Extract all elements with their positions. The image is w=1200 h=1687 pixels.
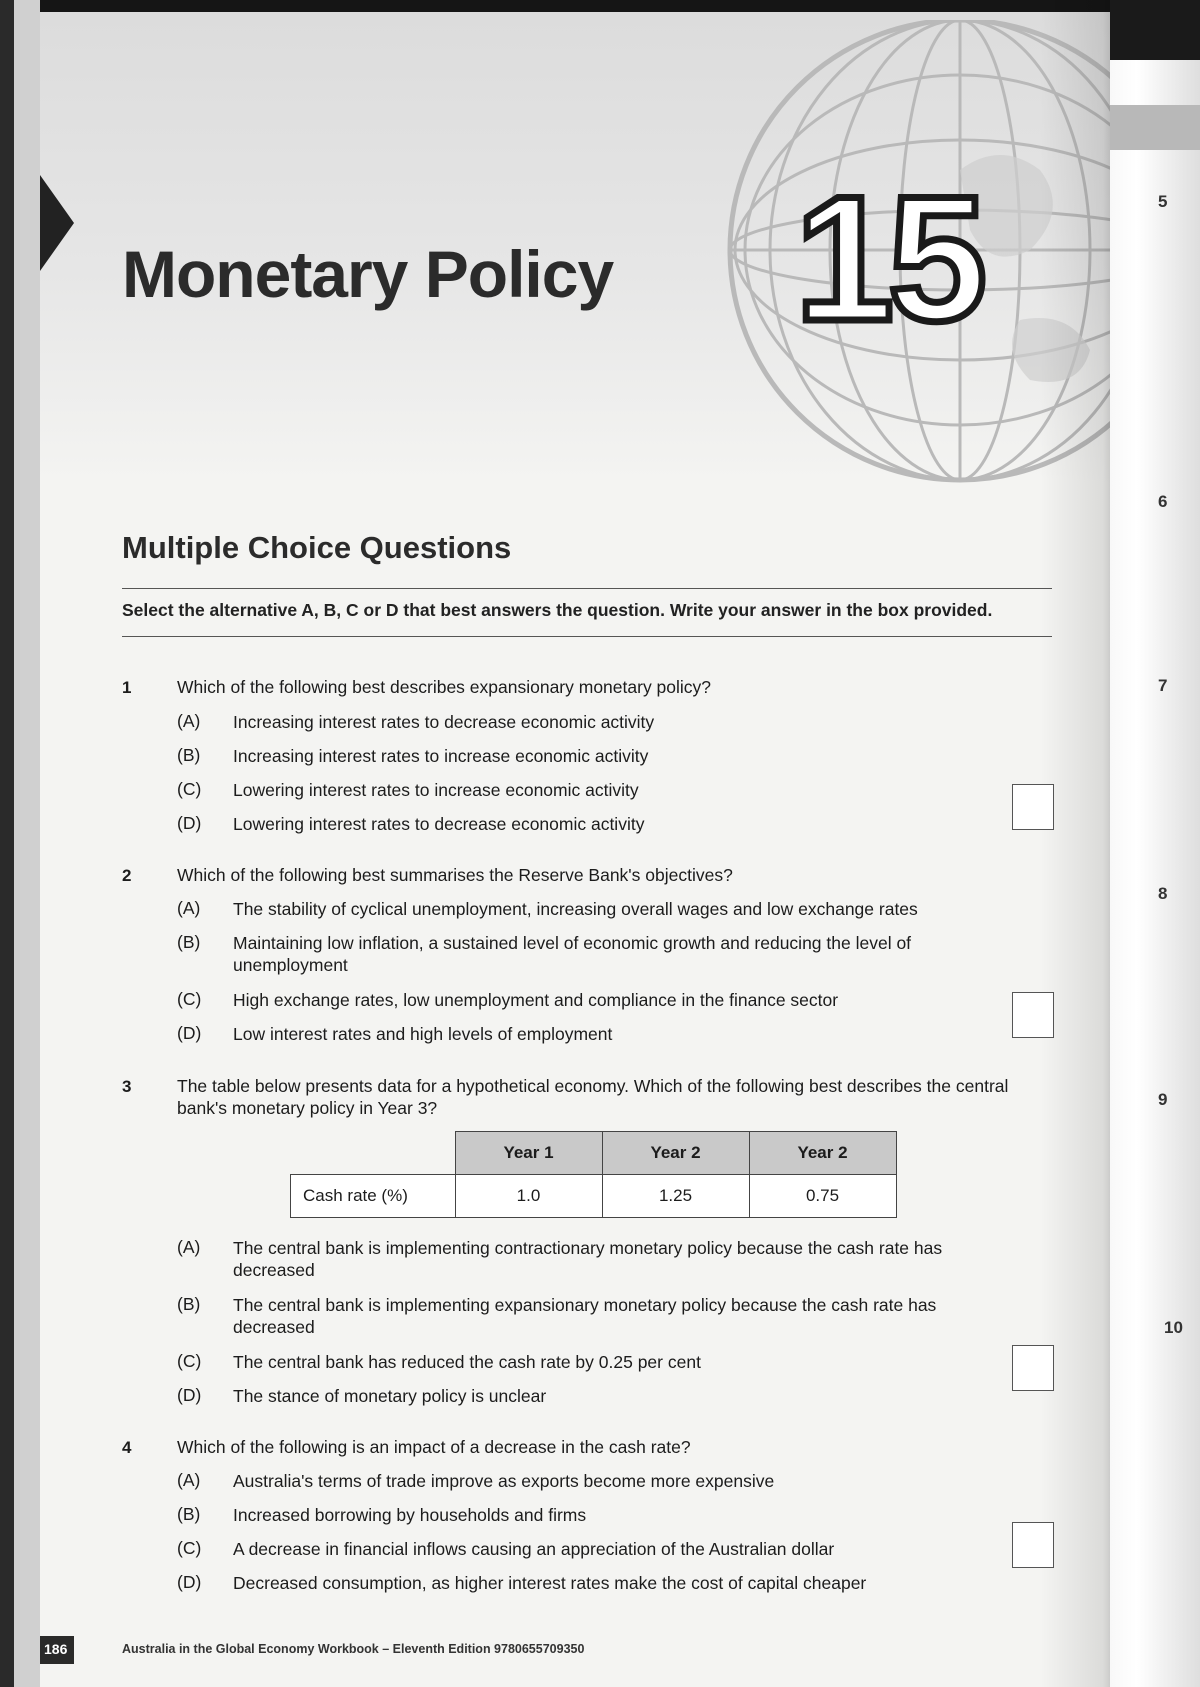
option-letter: (C) [177, 779, 202, 799]
page-number: 186 [44, 1641, 68, 1657]
option-text: Increasing interest rates to increase economic activity [233, 746, 649, 766]
option-letter: (D) [177, 1385, 202, 1405]
option-letter: (B) [177, 1504, 201, 1524]
side-tab: 10 [1164, 1318, 1183, 1337]
option-letter: (A) [177, 711, 201, 731]
instructions: Select the alternative A, B, C or D that best answers the question. Write your answer in the box provided. [122, 600, 993, 620]
table-cell: 1.25 [602, 1175, 749, 1218]
option-text: The central bank is implementing expansionary monetary policy because the cash rate has decreased [233, 1295, 937, 1337]
option-letter: (C) [177, 1351, 202, 1371]
table-cell: 0.75 [749, 1175, 896, 1218]
page-edge [1110, 0, 1200, 1687]
answer-box[interactable] [1012, 1522, 1054, 1568]
option-text: Lowering interest rates to decrease economic activity [233, 814, 645, 834]
option-letter: (A) [177, 1237, 201, 1257]
table-header: Year 2 [749, 1132, 896, 1175]
option-letter: (B) [177, 932, 201, 952]
question-text: Which of the following best describes expansionary monetary policy? [177, 677, 712, 697]
option-letter: (D) [177, 1572, 202, 1592]
option-text: Decreased consumption, as higher interest rates make the cost of capital cheaper [233, 1573, 867, 1593]
option-text: The central bank is implementing contractionary monetary policy because the cash rate has decreased [233, 1238, 943, 1280]
chapter-number: 15 [795, 159, 981, 358]
option-text: Increasing interest rates to decrease economic activity [233, 712, 655, 732]
table-cell: 1.0 [455, 1175, 602, 1218]
answer-box[interactable] [1012, 992, 1054, 1038]
cash-rate-table [290, 1131, 897, 1218]
question-text: Which of the following best summarises the Reserve Bank's objectives? [177, 865, 733, 885]
option-letter: (C) [177, 989, 202, 1009]
left-margin-rule [0, 0, 40, 1687]
top-rule [0, 0, 1110, 12]
side-tab: 5 [1158, 192, 1168, 211]
option-text: Australia's terms of trade improve as exports become more expensive [233, 1471, 775, 1491]
table-row-label: Cash rate (%) [291, 1175, 456, 1218]
option-text: A decrease in financial inflows causing an appreciation of the Australian dollar [233, 1539, 835, 1559]
option-letter: (D) [177, 1023, 202, 1043]
side-tab: 8 [1158, 884, 1168, 903]
option-letter: (A) [177, 898, 201, 918]
side-tab: 9 [1158, 1090, 1168, 1109]
page-edge-grey-band [1110, 105, 1200, 150]
question-number: 4 [122, 1438, 132, 1457]
answer-box[interactable] [1012, 784, 1054, 830]
table-corner [291, 1132, 456, 1175]
table-header: Year 2 [602, 1132, 749, 1175]
option-text: High exchange rates, low unemployment and compliance in the finance sector [233, 990, 839, 1010]
question-text: The table below presents data for a hypothetical economy. Which of the following best describes the central bank's monetary policy in Year 3? [177, 1076, 1009, 1118]
question-text: Which of the following is an impact of a decrease in the cash rate? [177, 1437, 691, 1457]
footer-text: Australia in the Global Economy Workbook – Eleventh Edition 9780655709350 [122, 1642, 585, 1656]
question-number: 1 [122, 678, 132, 697]
side-tab: 7 [1158, 676, 1168, 695]
section-title: Multiple Choice Questions [122, 530, 512, 565]
instructions-rule-top [122, 588, 1052, 589]
option-text: Maintaining low inflation, a sustained level of economic growth and reducing the level of unemployment [233, 933, 912, 975]
answer-box[interactable] [1012, 1345, 1054, 1391]
option-letter: (B) [177, 745, 201, 765]
question-number: 2 [122, 866, 132, 885]
option-text: Low interest rates and high levels of employment [233, 1024, 613, 1044]
option-text: The stance of monetary policy is unclear [233, 1386, 547, 1406]
option-text: Lowering interest rates to increase economic activity [233, 780, 639, 800]
chapter-title: Monetary Policy [122, 237, 614, 311]
option-text: The stability of cyclical unemployment, increasing overall wages and low exchange rates [233, 899, 918, 919]
chapter-arrow-icon [40, 175, 74, 271]
question-number: 3 [122, 1077, 132, 1096]
option-letter: (A) [177, 1470, 201, 1490]
option-text: The central bank has reduced the cash rate by 0.25 per cent [233, 1352, 701, 1372]
option-text: Increased borrowing by households and firms [233, 1505, 587, 1525]
page-edge-top-band [1110, 0, 1200, 60]
side-tab: 6 [1158, 492, 1168, 511]
option-letter: (B) [177, 1294, 201, 1314]
option-letter: (D) [177, 813, 202, 833]
instructions-rule-bottom [122, 636, 1052, 637]
option-letter: (C) [177, 1538, 202, 1558]
table-header: Year 1 [455, 1132, 602, 1175]
